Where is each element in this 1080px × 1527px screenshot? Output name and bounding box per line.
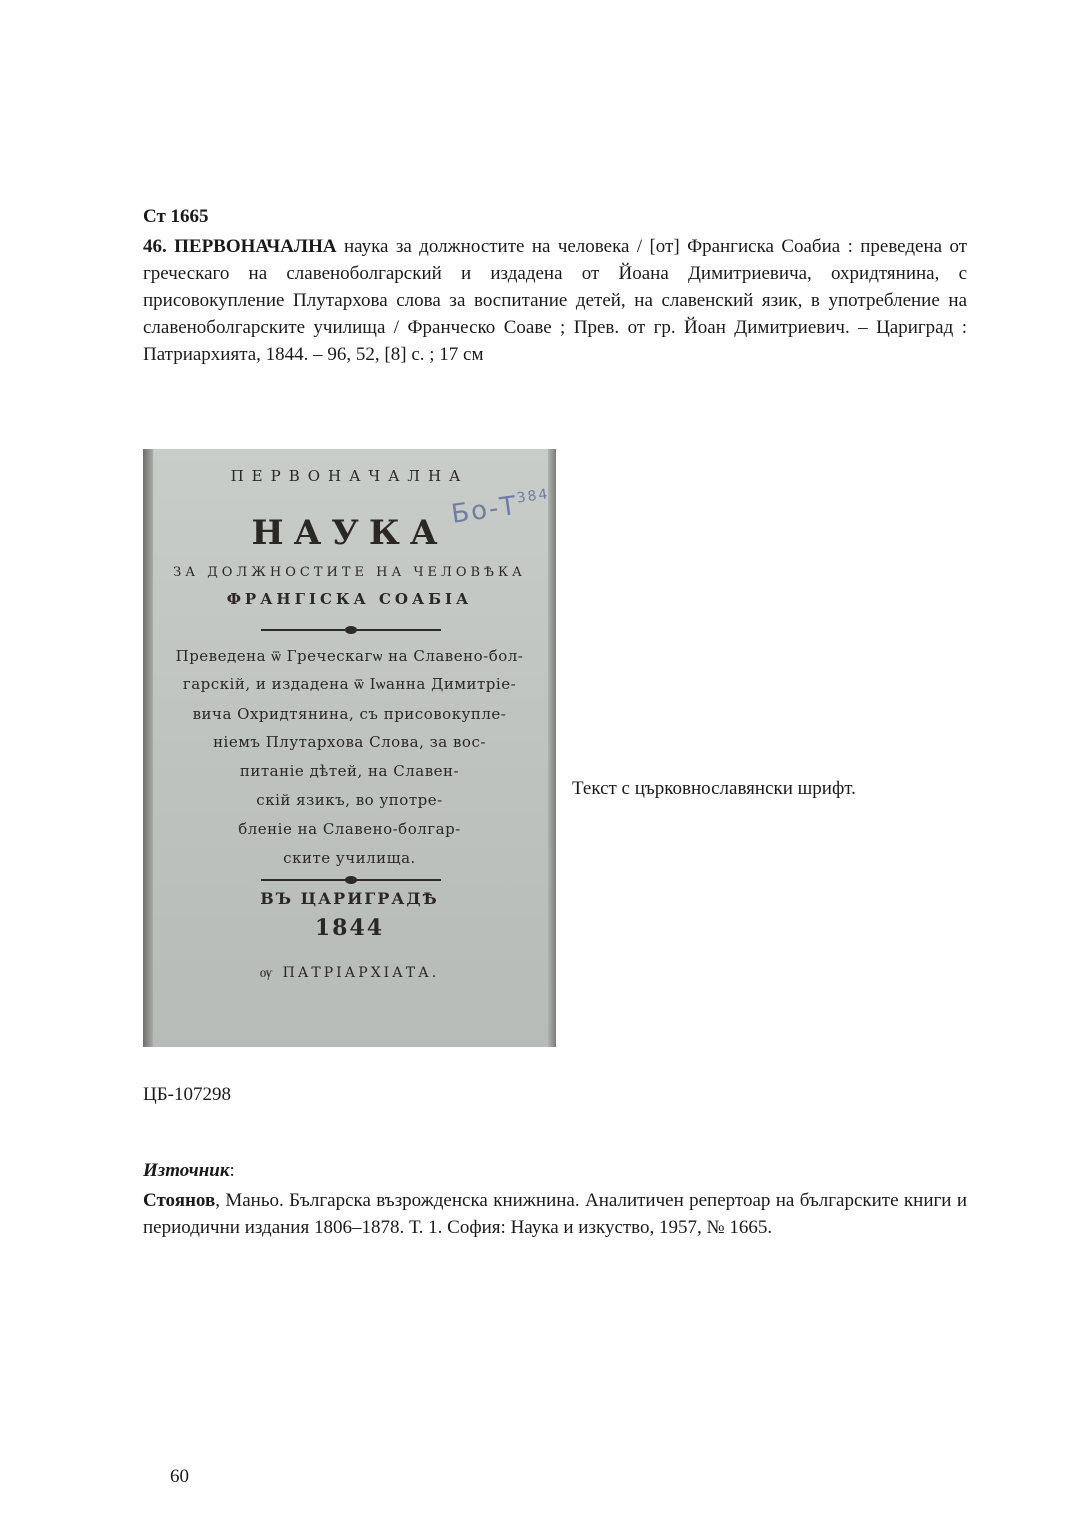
photo-city-line: ВЪ ЦАРИГРАДѢ bbox=[260, 889, 439, 908]
page-number: 60 bbox=[170, 1466, 189, 1487]
photo-title-line-3: ЗА ДОЛЖНОСТИТЕ НА ЧЕЛОВѢКА bbox=[173, 565, 526, 580]
photo-body-line: Преведена ѿ Греческагѡ на Славено-бол- bbox=[175, 647, 524, 665]
entry-number-title: 46. ПЕРВОНАЧАЛНА bbox=[143, 236, 337, 257]
source-heading bbox=[143, 1160, 235, 1182]
source-text: , Маньо. Българска възрожденска книжнина. Аналитичен репертоар на българските книги и периодични издания 1806–1878. Т. 1. София: Наука и изкуство, 1957, № 1665. bbox=[143, 1190, 967, 1238]
photo-title-line-2: НАУКА bbox=[251, 513, 448, 553]
photo-press-line: ѹ ПАТРІАРХІАТА. bbox=[259, 965, 440, 981]
photo-body-line: ніемъ Плутархова Слова, за вос- bbox=[213, 733, 486, 751]
source-author: Стоянов bbox=[143, 1190, 216, 1211]
photo-body-line: скій язикъ, во употре- bbox=[256, 791, 443, 809]
photo-body-line: ските училища. bbox=[283, 849, 416, 867]
source-citation bbox=[143, 1187, 967, 1241]
photo-body-line: вича Охридтянина, съ присовокупле- bbox=[192, 705, 507, 723]
title-page-photo bbox=[143, 449, 556, 1047]
photo-body-line: гарскій, и издадена ѿ Іѡанна Димитріе- bbox=[182, 675, 517, 693]
entry-description: наука за должностите на человека / [от] Франгиска Соабиа : преведена от греческаго на славеноболгарский и издадена от Йоана Димитриевича, охридтянина, с присовокупление Плутархова слова за воспитание детей, на славенский язик, в употребление на славеноболгарските училища / Франческо Соаве ; Прев. от гр. Йоан Димитриевич. – Цариград : Патриархията, 1844. – 96, 52, [8] с. ; 17 см bbox=[143, 236, 967, 365]
ornamental-rule bbox=[261, 629, 441, 631]
photo-caption: Текст с църковнославянски шрифт. bbox=[572, 778, 856, 799]
handwritten-shelfmark: $Бо-Т^{384}$ bbox=[449, 486, 551, 530]
record-code: Ст 1665 bbox=[143, 206, 209, 227]
photo-year-line: 1844 bbox=[314, 915, 385, 941]
call-number: ЦБ-107298 bbox=[143, 1084, 231, 1105]
photo-title-line-1: ПЕРВОНАЧАЛНА bbox=[230, 467, 469, 485]
bibliographic-entry bbox=[143, 233, 967, 368]
ornamental-rule bbox=[261, 879, 441, 881]
photo-author-line: ФРАНГІСКА СОАБІА bbox=[226, 590, 473, 608]
photo-body-line: бленіе на Славено-болгар- bbox=[238, 820, 461, 838]
source-label-colon: : bbox=[229, 1160, 235, 1181]
source-label: Източник bbox=[143, 1160, 230, 1181]
photo-body-line: питаніе дѣтей, на Славен- bbox=[239, 762, 460, 780]
